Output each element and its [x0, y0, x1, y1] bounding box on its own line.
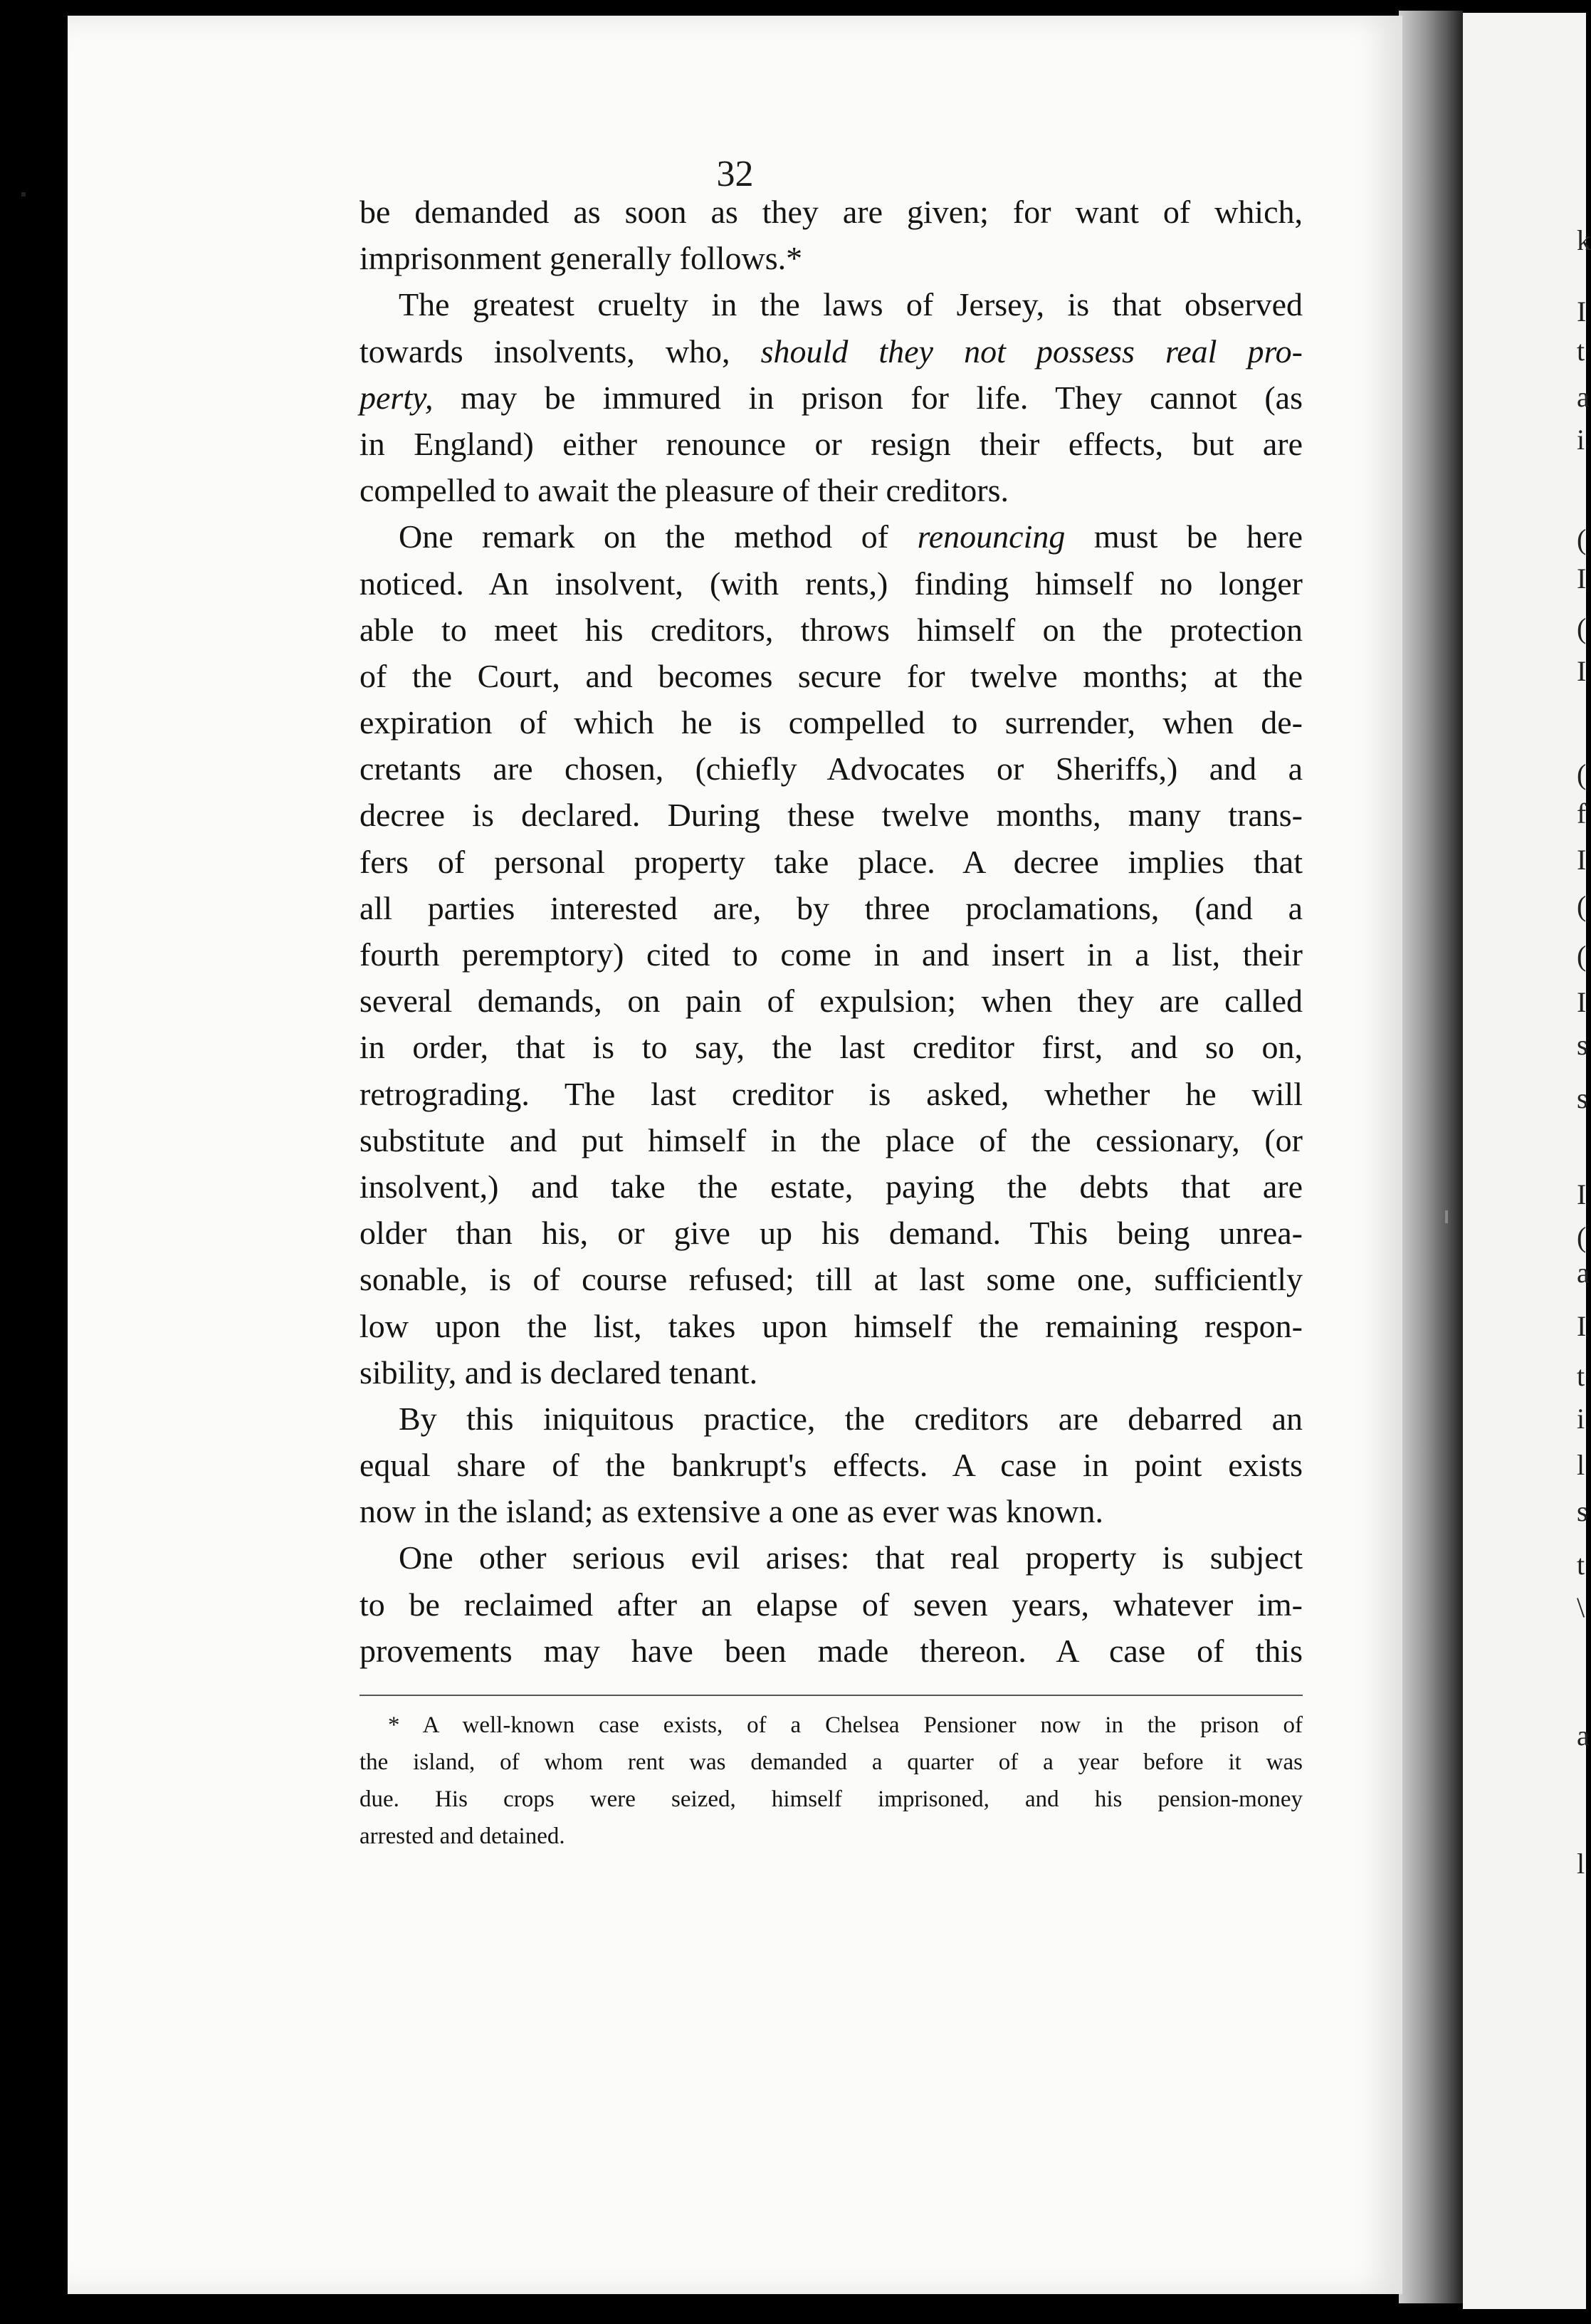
footnote-line: arrested and detained.: [359, 1823, 565, 1849]
text-line: By this iniquitous practice, the creditors are debarred an: [399, 1400, 1303, 1437]
text-line: imprisonment generally follows.*: [359, 240, 803, 277]
next-page-fragment: l: [1577, 1449, 1585, 1481]
text-line: all parties interested are, by three proclamations, (and a: [359, 889, 1303, 926]
text-line: low upon the list, takes upon himself the remaining respon-: [359, 1307, 1303, 1344]
text-line: insolvent,) and take the estate, paying the debts that are: [359, 1168, 1303, 1205]
text-line: perty, may be immured in prison for life. They cannot (as: [359, 379, 1303, 416]
next-page-fragment: i: [1577, 424, 1585, 456]
next-page-fragment: \: [1577, 1591, 1585, 1623]
text-line: in England) either renounce or resign their effects, but are: [359, 425, 1303, 462]
book-gutter: [1399, 11, 1463, 2303]
text-line: decree is declared. During these twelve months, many trans-: [359, 797, 1303, 834]
next-page-fragment: I: [1577, 1310, 1587, 1342]
text-line: equal share of the bankrupt's effects. A case in point exists: [359, 1447, 1303, 1484]
next-page-fragment: (: [1577, 758, 1587, 790]
text-line: of the Court, and becomes secure for twelve months; at the: [359, 657, 1303, 694]
scan-mark: [1445, 1210, 1448, 1223]
next-page-fragment: a: [1577, 1720, 1590, 1752]
next-page-fragment: a: [1577, 1257, 1590, 1289]
text-line: provements may have been made thereon. A case of this: [359, 1632, 1303, 1669]
next-page-fragment: (: [1577, 890, 1587, 922]
text-line: now in the island; as extensive a one as ever was known.: [359, 1493, 1103, 1530]
next-page-fragment: I: [1577, 295, 1587, 328]
next-page-fragment: t: [1577, 335, 1585, 367]
footnote-line: the island, of whom rent was demanded a quarter of a year before it was: [359, 1749, 1303, 1775]
next-page-fragment: I: [1577, 986, 1587, 1018]
text-line: retrograding. The last creditor is asked, whether he will: [359, 1075, 1303, 1112]
text-line: several demands, on pain of expulsion; when they are called: [359, 983, 1303, 1020]
text-line: compelled to await the pleasure of their creditors.: [359, 472, 1009, 509]
page-number: 32: [716, 154, 754, 194]
text-line: older than his, or give up his demand. This being unrea-: [359, 1215, 1303, 1252]
text-line: fourth peremptory) cited to come in and insert in a list, their: [359, 936, 1303, 973]
text-line: One remark on the method of renouncing must be here: [399, 518, 1303, 555]
footnote: [359, 1707, 1303, 1855]
next-page-fragment: l: [1577, 1848, 1585, 1880]
text-line: cretants are chosen, (chiefly Advocates or Sheriffs,) and a: [359, 750, 1303, 787]
text-line: towards insolvents, who, should they not possess real pro-: [359, 333, 1303, 370]
body-text: [359, 189, 1303, 1674]
text-line: expiration of which he is compelled to surrender, when de-: [359, 704, 1303, 741]
footnote-line: * A well-known case exists, of a Chelsea Pensioner now in the prison of: [388, 1712, 1303, 1738]
next-page-fragment: I: [1577, 1178, 1587, 1210]
next-page-fragment: s: [1577, 1029, 1588, 1061]
next-page-fragment: (: [1577, 523, 1587, 555]
adjacent-page: [1463, 13, 1591, 2309]
text-line: in order, that is to say, the last creditor first, and so on,: [359, 1029, 1303, 1066]
next-page-fragment: I: [1577, 562, 1587, 595]
text-line: be demanded as soon as they are given; for want of which,: [359, 194, 1303, 230]
next-page-fragment: a: [1577, 381, 1590, 413]
text-line: sonable, is of course refused; till at last some one, sufficiently: [359, 1261, 1303, 1298]
text-line: to be reclaimed after an elapse of seven years, whatever im-: [359, 1586, 1303, 1623]
next-page-fragment: s: [1577, 1495, 1588, 1527]
text-line: able to meet his creditors, throws himself on the protection: [359, 611, 1303, 648]
next-page-fragment: t: [1577, 1360, 1585, 1392]
text-line: One other serious evil arises: that real property is subject: [399, 1539, 1303, 1576]
footnote-rule: [359, 1695, 1303, 1696]
next-page-fragment: k: [1577, 224, 1591, 256]
next-page-fragment: i: [1577, 1403, 1585, 1435]
next-page-fragment: I: [1577, 655, 1587, 687]
text-line: substitute and put himself in the place of the cessionary, (or: [359, 1121, 1303, 1158]
scan-mark: [21, 192, 26, 197]
text-line: noticed. An insolvent, (with rents,) finding himself no longer: [359, 565, 1303, 602]
next-page-fragment: s: [1577, 1082, 1588, 1114]
text-line: fers of personal property take place. A decree implies that: [359, 843, 1303, 880]
text-line: sibility, and is declared tenant.: [359, 1354, 758, 1391]
next-page-fragment: (: [1577, 612, 1587, 644]
next-page-fragment: I: [1577, 844, 1587, 876]
next-page-fragment: (: [1577, 1221, 1587, 1253]
footnote-line: due. His crops were seized, himself imprisoned, and his pension-money: [359, 1786, 1303, 1812]
next-page-fragment: (: [1577, 940, 1587, 972]
text-line: The greatest cruelty in the laws of Jersey, is that observed: [399, 286, 1303, 323]
next-page-fragment: t: [1577, 1549, 1585, 1581]
next-page-fragment: f: [1577, 797, 1587, 829]
